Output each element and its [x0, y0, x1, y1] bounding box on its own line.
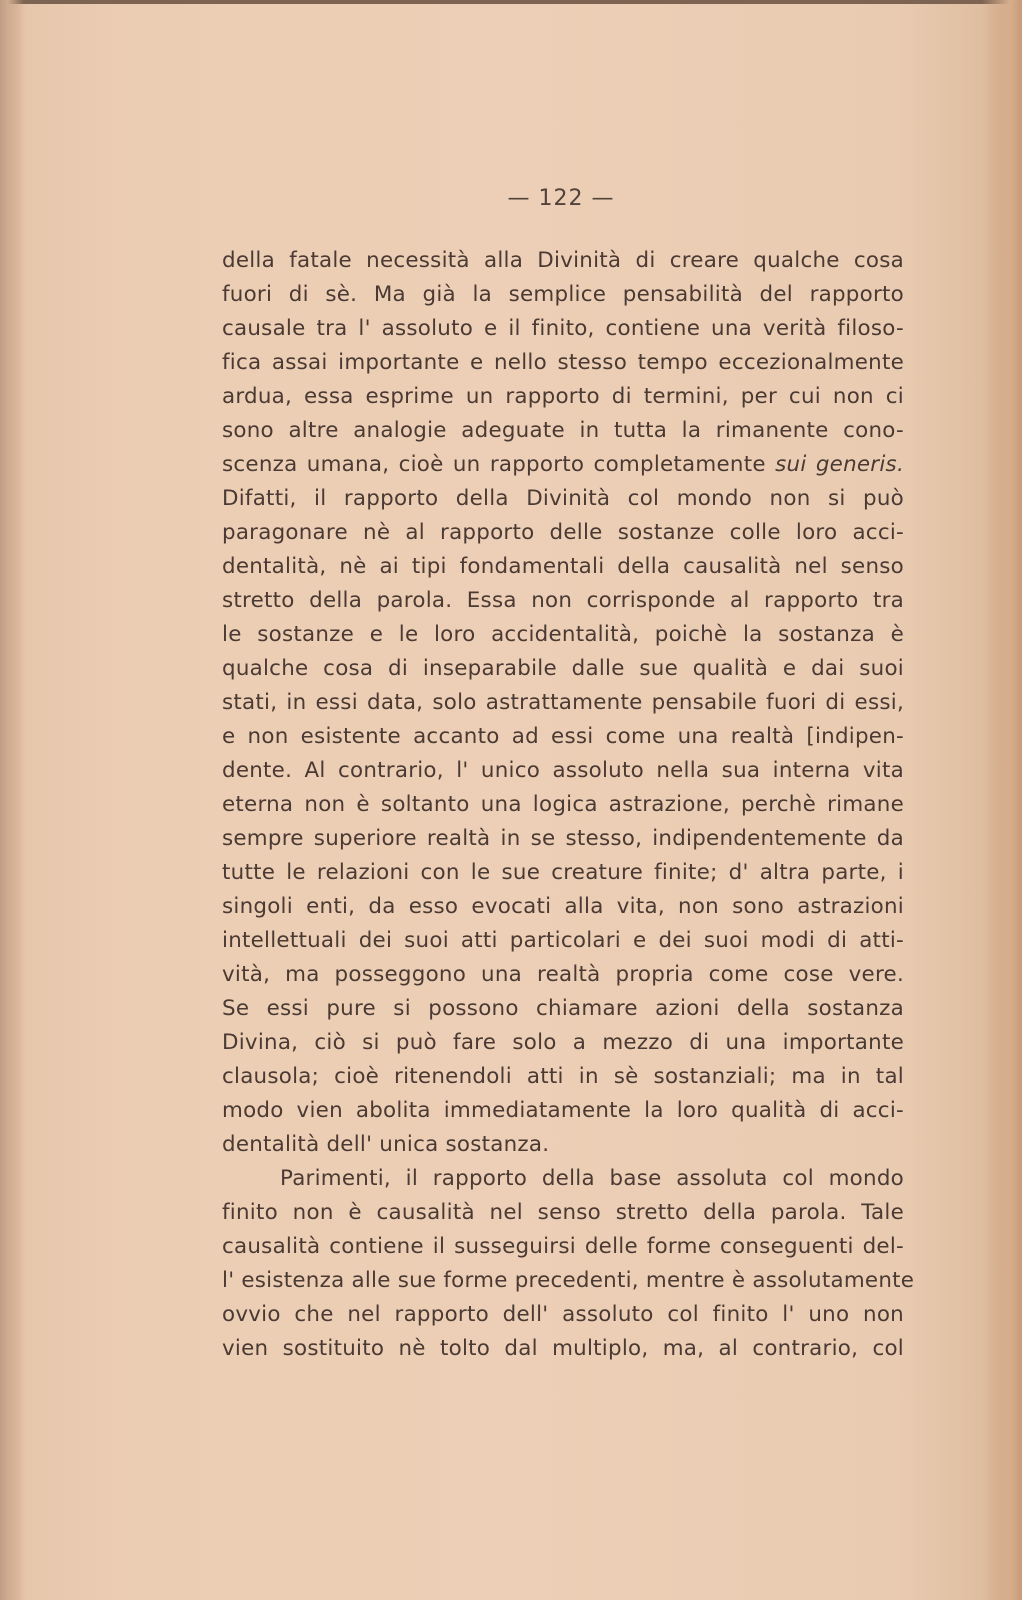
- page-top-edge: [0, 0, 1022, 4]
- text-line: intellettuali dei suoi atti particolari e dei suoi modi di atti-: [222, 928, 904, 953]
- text-line: sempre superiore realtà in se stesso, indipendentemente da: [222, 826, 904, 851]
- text-line: stretto della parola. Essa non corrisponde al rapporto tra: [222, 588, 904, 613]
- page-number: — 122 —: [507, 186, 615, 211]
- text-line: e non esistente accanto ad essi come una realtà [indipen-: [222, 724, 904, 749]
- text-line: qualche cosa di inseparabile dalle sue qualità e dai suoi: [222, 656, 904, 681]
- text-line: sono altre analogie adeguate in tutta la rimanente cono-: [222, 418, 904, 443]
- text-line: finito non è causalità nel senso stretto della parola. Tale: [222, 1200, 904, 1225]
- text-line: vien sostituito nè tolto dal multiplo, ma, al contrario, col: [222, 1336, 904, 1361]
- text-line: Se essi pure si possono chiamare azioni della sostanza: [222, 996, 904, 1021]
- text-line: fuori di sè. Ma già la semplice pensabilità del rapporto: [222, 282, 904, 307]
- text-line: singoli enti, da esso evocati alla vita, non sono astrazioni: [222, 894, 904, 919]
- text-line: causalità contiene il susseguirsi delle forme conseguenti del-: [222, 1234, 904, 1259]
- text-line: l' esistenza alle sue forme precedenti, mentre è assolutamente: [222, 1268, 915, 1293]
- text-line: stati, in essi data, solo astrattamente pensabile fuori di essi,: [222, 690, 904, 715]
- text-line: eterna non è soltanto una logica astrazione, perchè rimane: [222, 792, 904, 817]
- text-line: ardua, essa esprime un rapporto di termini, per cui non ci: [222, 384, 904, 409]
- body-text: [222, 244, 915, 1366]
- text-line-with-italic: [222, 448, 904, 482]
- text-span: scenza umana, cioè un rapporto completamente: [222, 452, 766, 477]
- text-line: della fatale necessità alla Divinità di creare qualche cosa: [222, 248, 904, 273]
- text-line: clausola; cioè ritenendoli atti in sè sostanziali; ma in tal: [222, 1064, 904, 1089]
- text-line: Difatti, il rapporto della Divinità col mondo non si può: [222, 486, 904, 511]
- text-line: vità, ma posseggono una realtà propria come cose vere.: [222, 962, 904, 987]
- text-line: Parimenti, il rapporto della base assoluta col mondo: [280, 1166, 904, 1191]
- page-right-edge: [982, 0, 1022, 1600]
- page-left-edge: [0, 0, 24, 1600]
- text-line: Divina, ciò si può fare solo a mezzo di una importante: [222, 1030, 904, 1055]
- italic-phrase: sui generis.: [775, 452, 904, 477]
- text-line: ovvio che nel rapporto dell' assoluto col finito l' uno non: [222, 1302, 904, 1327]
- text-line: dentalità, nè ai tipi fondamentali della causalità nel senso: [222, 554, 904, 579]
- text-line: dente. Al contrario, l' unico assoluto nella sua interna vita: [222, 758, 904, 783]
- text-line: dentalità dell' unica sostanza.: [222, 1132, 550, 1157]
- text-line: modo vien abolita immediatamente la loro qualità di acci-: [222, 1098, 904, 1123]
- text-line: fica assai importante e nello stesso tempo eccezionalmente: [222, 350, 904, 375]
- text-line: paragonare nè al rapporto delle sostanze colle loro acci-: [222, 520, 904, 545]
- text-line: causale tra l' assoluto e il finito, contiene una verità filoso-: [222, 316, 904, 341]
- text-line: le sostanze e le loro accidentalità, poichè la sostanza è: [222, 622, 904, 647]
- text-line: tutte le relazioni con le sue creature finite; d' altra parte, i: [222, 860, 904, 885]
